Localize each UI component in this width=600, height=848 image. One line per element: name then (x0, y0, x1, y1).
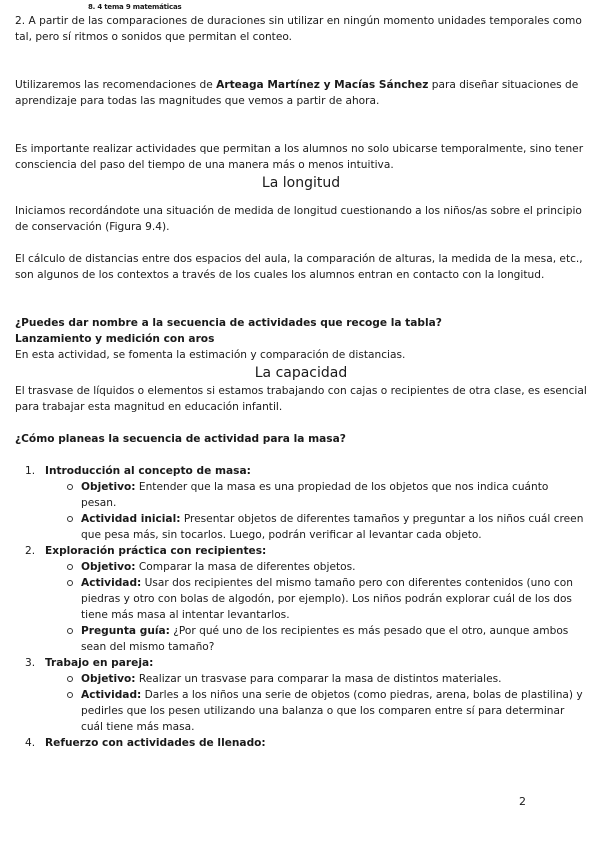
step-details (45, 559, 587, 655)
longitud-question: ¿Puedes dar nombre a la secuencia de actividades que recoge la tabla? (15, 317, 442, 329)
step-details (45, 671, 587, 735)
step-detail (67, 511, 587, 543)
step-number: 1. (25, 465, 36, 477)
step-detail (67, 623, 587, 655)
section-title-longitud: La longitud (261, 175, 341, 191)
step-details (45, 479, 587, 543)
recommendation-authors: Arteaga Martínez y Macías Sánchez (216, 79, 429, 91)
longitud-answer: Lanzamiento y medición con aros (15, 333, 215, 345)
longitud-answer-description: En esta actividad, se fomenta la estimación y comparación de distancias. (15, 349, 406, 361)
step-detail (67, 687, 587, 735)
recommendation-post: para diseñar situaciones de aprendizaje para todas las magnitudes que vemos a partir de ahora. (15, 79, 579, 107)
recommendation-pre: Utilizaremos las recomendaciones de (15, 79, 217, 91)
detail-label: Pregunta guía: (81, 625, 170, 637)
intro-item-2: 2. A partir de las comparaciones de duraciones sin utilizar en ningún momento unidades temporales como tal, pero sí ritmos o sonidos que permitan el conteo. (15, 15, 582, 43)
step-title: Introducción al concepto de masa: (45, 465, 251, 477)
step-number: 2. (25, 545, 36, 557)
detail-label: Actividad: (81, 577, 142, 589)
step-number: 4. (25, 737, 36, 749)
masa-activity-sequence (15, 463, 587, 751)
sequence-step (25, 543, 587, 655)
step-detail (67, 559, 587, 575)
detail-text: Realizar un trasvase para comparar la masa de distintos materiales. (135, 673, 502, 685)
step-detail (67, 671, 587, 687)
sequence-step (25, 463, 587, 543)
sequence-step (25, 655, 587, 735)
detail-label: Objetivo: (81, 673, 136, 685)
detail-label: Actividad: (81, 689, 142, 701)
detail-label: Objetivo: (81, 481, 136, 493)
detail-text: Entender que la masa es una propiedad de los objetos que nos indica cuánto pesan. (81, 481, 549, 509)
detail-label: Actividad inicial: (81, 513, 181, 525)
masa-question: ¿Cómo planeas la secuencia de actividad para la masa? (15, 433, 346, 445)
detail-text: Comparar la masa de diferentes objetos. (135, 561, 356, 573)
detail-label: Objetivo: (81, 561, 136, 573)
important-paragraph: Es importante realizar actividades que permitan a los alumnos no solo ubicarse temporalmente, sino tener consciencia del paso del tiempo de una manera más o menos intuitiva. (15, 143, 584, 171)
recommendation-paragraph (15, 77, 587, 109)
step-title: Refuerzo con actividades de llenado: (45, 737, 266, 749)
running-header: 8. 4 tema 9 matemáticas (88, 3, 182, 11)
longitud-paragraph-1: Iniciamos recordándote una situación de medida de longitud cuestionando a los niños/as sobre el principio de conservación (Figura 9.4). (15, 205, 582, 233)
detail-text: Darles a los niños una serie de objetos (como piedras, arena, bolas de plastilina) y pedirles que los pesen utilizando una balanza o que los comparen entre sí para determinar cuál tiene más masa. (81, 689, 583, 733)
longitud-paragraph-2: El cálculo de distancias entre dos espacios del aula, la comparación de alturas, la medida de la mesa, etc., son algunos de los contextos a través de los cuales los alumnos entran en contacto con la longitud. (15, 253, 583, 281)
step-title: Exploración práctica con recipientes: (45, 545, 267, 557)
detail-text: ¿Por qué uno de los recipientes es más pesado que el otro, aunque ambos sean del mismo tamaño? (81, 625, 569, 653)
capacidad-paragraph: El trasvase de líquidos o elementos si estamos trabajando con cajas o recipientes de otra clase, es esencial para trabajar esta magnitud en educación infantil. (15, 385, 587, 413)
step-detail (67, 479, 587, 511)
sequence-step (25, 735, 587, 751)
document-page (15, 13, 587, 751)
page-number: 2 (519, 795, 526, 808)
step-number: 3. (25, 657, 36, 669)
section-title-capacidad: La capacidad (254, 365, 348, 381)
detail-text: Usar dos recipientes del mismo tamaño pero con diferentes contenidos (uno con piedras y otro con bolas de algodón, por ejemplo). Los niños podrán explorar cuál de los dos tiene más masa al intentar levantarlos. (81, 577, 573, 621)
step-detail (67, 575, 587, 623)
detail-text: Presentar objetos de diferentes tamaños y preguntar a los niños cuál creen que pesa más, sin tocarlos. Luego, podrán verificar al levantar cada objeto. (81, 513, 584, 541)
step-title: Trabajo en pareja: (45, 657, 154, 669)
